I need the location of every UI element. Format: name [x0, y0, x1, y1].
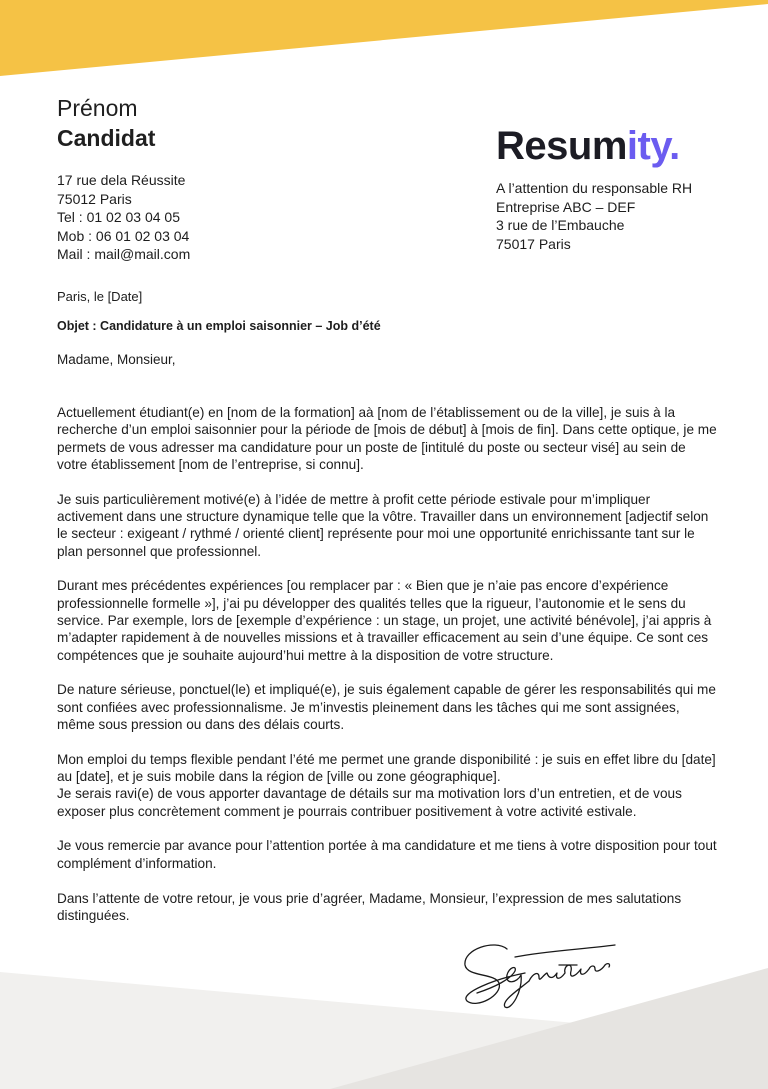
sender-first-name: Prénom [57, 95, 138, 121]
body-paragraph: Durant mes précédentes expériences [ou remplacer par : « Bien que je n’aie pas encore d’expérience professionnelle formelle »], j’ai pu développer des qualités telles que la rigueur, l’autonomie et le sens du service. Par exemple, lors de [exemple d’expérience : un stage, un projet, une activité bénévole], j’ai appris à m’adapter rapidement à de nouvelles missions et à travailler efficacement au sein d’une équipe. Ce sont ces compétences que je souhaite aujourd’hui mettre à la disposition de votre structure. [57, 578, 712, 663]
sender-tel: Tel : 01 02 03 04 05 [57, 209, 180, 226]
sender-address-line1: 17 rue dela Réussite [57, 172, 186, 188]
body-paragraph: Mon emploi du temps flexible pendant l’été me permet une grande disponibilité : je suis en effet libre du [date] au [date], et je suis mobile dans la région de [ville ou zone géographique]. Je serais ravi(e) de vous apporter davantage de détails sur ma motivation lors d’un entretien, et de vous exposer plus concrètement comment je pourrais contribuer positivement à votre activité estivale. [57, 751, 716, 819]
sender-address-line2: 75012 Paris [57, 190, 132, 207]
resumity-logo [496, 124, 680, 169]
sender-mob: Mob : 06 01 02 03 04 [57, 227, 190, 244]
sender-mail: Mail : mail@mail.com [57, 246, 191, 263]
recipient-line4: 75017 Paris [496, 235, 571, 252]
recipient-line3: 3 rue de l’Embauche [496, 217, 625, 234]
sender-last-name: Candidat [57, 125, 156, 151]
logo-accent-text: ity. [626, 124, 680, 168]
letter-subject: Objet : Candidature à un emploi saisonnier – Job d’été [57, 319, 381, 333]
body-paragraph: Dans l’attente de votre retour, je vous prie d’agréer, Madame, Monsieur, l’expression de mes salutations distinguées. [57, 890, 682, 923]
recipient-block [496, 179, 692, 253]
letter-salutation: Madame, Monsieur, [57, 352, 176, 367]
letter-body [57, 404, 717, 942]
body-paragraph: De nature sérieuse, ponctuel(le) et impliqué(e), je suis également capable de gérer les responsabilités qui me sont confiées avec professionnalisme. Je m’investis pleinement dans les tâches qui me sont assignées, même sous pression ou dans des délais courts. [57, 682, 716, 732]
logo-main-text: Resum [496, 124, 627, 168]
handwritten-signature [455, 935, 630, 1015]
sender-contact-block [57, 171, 190, 264]
place-date: Paris, le [Date] [57, 289, 143, 304]
body-paragraph: Je suis particulièrement motivé(e) à l’idée de mettre à profit cette période estivale pour m’impliquer activement dans une structure dynamique telle que la vôtre. Travailler dans un environnement [adjectif selon le secteur : exigeant / rythmé / orienté client] représente pour moi une opportunité enrichissante tant sur le plan personnel que professionnel. [57, 491, 709, 559]
top-yellow-band [0, 0, 768, 76]
body-paragraph: Actuellement étudiant(e) en [nom de la formation] aà [nom de l’établissement ou de la ville], je suis à la recherche d’un emploi saisonnier pour la période de [mois de début] à [mois de fin]. Dans cette optique, je me permets de vous adresser ma candidature pour un poste de [intitulé du poste ou secteur visé] au sein de votre établissement [nom de l’entreprise, si connu]. [57, 405, 717, 472]
body-paragraph: Je vous remercie par avance pour l’attention portée à ma candidature et me tiens à votre disposition pour tout complément d’information. [57, 838, 717, 871]
recipient-line2: Entreprise ABC – DEF [496, 198, 636, 215]
recipient-line1: A l’attention du responsable RH [496, 180, 693, 196]
